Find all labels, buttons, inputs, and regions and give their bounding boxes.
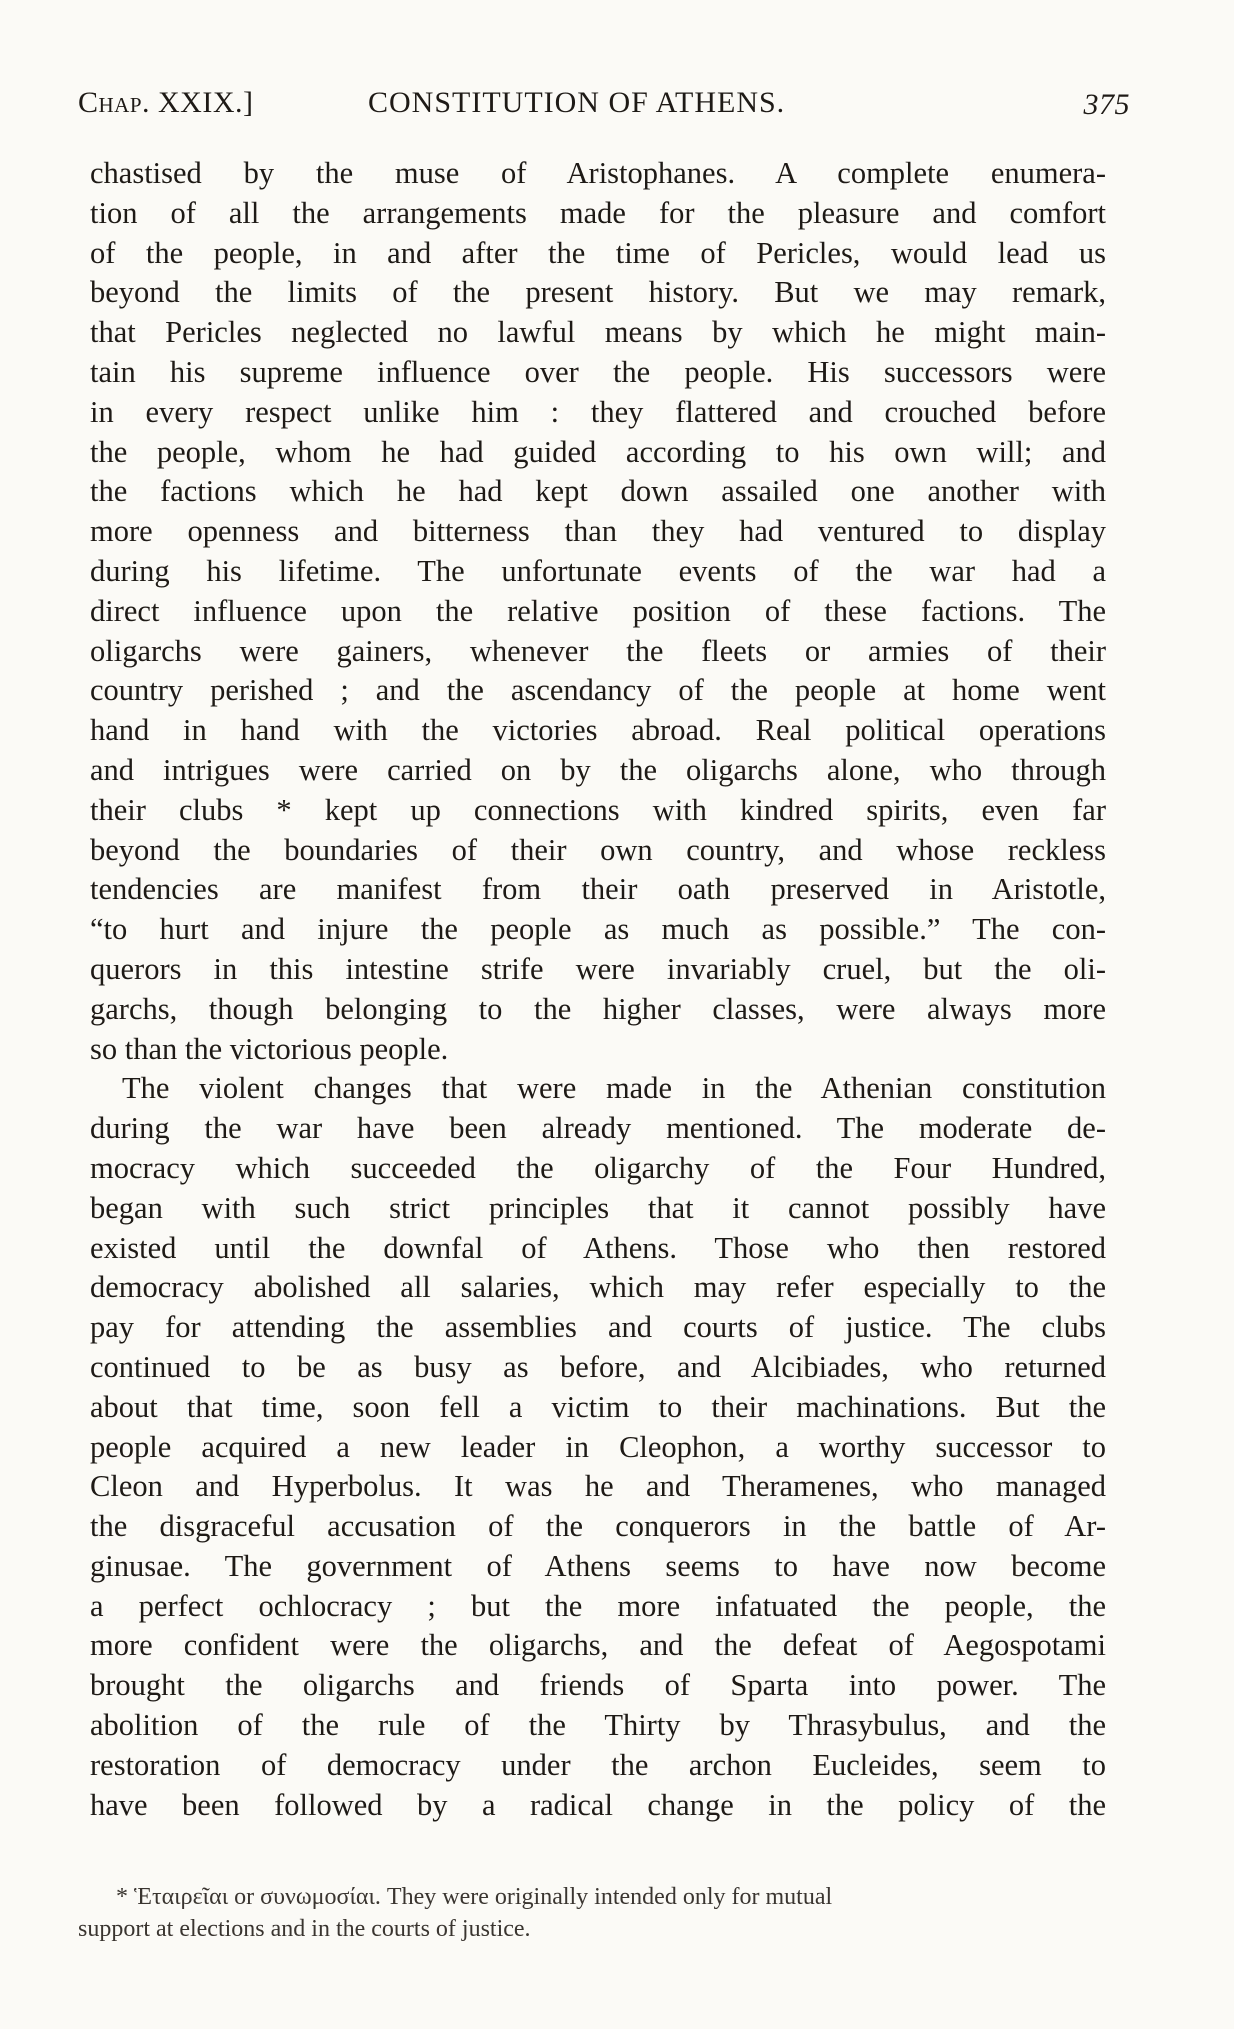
footnote-line: support at elections and in the courts of justice. (78, 1916, 531, 1942)
text-line: existed until the downfal of Athens. Those who then restored (90, 1230, 1106, 1265)
text-line: chastised by the muse of Aristophanes. A complete enumera- (90, 156, 1106, 190)
text-line: querors in this intestine strife were invariably cruel, but the oli- (90, 951, 1106, 986)
chapter-label: Chap. XXIX.] (78, 86, 254, 119)
text-line: a perfect ochlocracy ; but the more infatuated the people, the (90, 1588, 1106, 1623)
text-line: their clubs * kept up connections with kindred spirits, even far (90, 792, 1106, 827)
text-line: “to hurt and injure the people as much as possible.” The con- (90, 912, 1106, 947)
text-line: tain his supreme influence over the people. His successors were (90, 354, 1106, 389)
text-line: continued to be as busy as before, and Alcibiades, who returned (90, 1349, 1106, 1384)
text-line: beyond the limits of the present history. But we may remark, (90, 275, 1106, 310)
text-line: that Pericles neglected no lawful means by which he might main- (90, 315, 1106, 350)
text-line: restoration of democracy under the archon Eucleides, seem to (90, 1747, 1106, 1782)
text-line: have been followed by a radical change in the policy of the (90, 1787, 1106, 1822)
body-text (90, 154, 1106, 1825)
text-line: more confident were the oligarchs, and the defeat of Aegospotami (90, 1628, 1106, 1663)
text-line: of the people, in and after the time of Pericles, would lead us (90, 235, 1106, 270)
text-line: hand in hand with the victories abroad. Real political operations (90, 713, 1106, 748)
text-line: the people, whom he had guided according to his own will; and (90, 434, 1106, 469)
text-line: tendencies are manifest from their oath preserved in Aristotle, (90, 872, 1106, 907)
text-line: Cleon and Hyperbolus. It was he and Theramenes, who managed (90, 1469, 1106, 1504)
text-line: the factions which he had kept down assailed one another with (90, 474, 1106, 509)
text-line: garchs, though belonging to the higher classes, were always more (90, 991, 1106, 1026)
text-line: tion of all the arrangements made for the pleasure and comfort (90, 195, 1106, 230)
text-line: country perished ; and the ascendancy of the people at home went (90, 673, 1106, 708)
text-line: began with such strict principles that it cannot possibly have (90, 1190, 1106, 1225)
running-header (78, 78, 1130, 126)
text-line: and intrigues were carried on by the oligarchs alone, who through (90, 752, 1106, 787)
text-line: brought the oligarchs and friends of Sparta into power. The (90, 1668, 1106, 1703)
text-line: about that time, soon fell a victim to their machinations. But the (90, 1389, 1106, 1424)
footnote-line: * Ἑταιρεῖαι or συνωμοσίαι. They were originally intended only for mutual (116, 1884, 833, 1910)
footnote (78, 1881, 1118, 1945)
text-line: abolition of the rule of the Thirty by Thrasybulus, and the (90, 1708, 1106, 1743)
running-title: CONSTITUTION OF ATHENS. (368, 86, 786, 119)
text-line: the disgraceful accusation of the conquerors in the battle of Ar- (90, 1509, 1106, 1544)
text-line: direct influence upon the relative position of these factions. The (90, 593, 1106, 628)
paragraph-end-line: so than the victorious people. (90, 1031, 449, 1066)
text-line: oligarchs were gainers, whenever the fleets or armies of their (90, 633, 1106, 668)
text-line: in every respect unlike him : they flattered and crouched before (90, 394, 1106, 429)
paragraph-start-line: The violent changes that were made in the Athenian constitution (122, 1071, 1106, 1106)
text-line: mocracy which succeeded the oligarchy of the Four Hundred, (90, 1150, 1106, 1185)
text-line: during his lifetime. The unfortunate events of the war had a (90, 553, 1106, 588)
text-line: people acquired a new leader in Cleophon, a worthy successor to (90, 1429, 1106, 1464)
text-line: pay for attending the assemblies and courts of justice. The clubs (90, 1310, 1106, 1345)
text-line: beyond the boundaries of their own country, and whose reckless (90, 832, 1106, 867)
text-line: during the war have been already mentioned. The moderate de- (90, 1111, 1106, 1146)
page-number: 375 (1083, 88, 1130, 121)
text-line: democracy abolished all salaries, which may refer especially to the (90, 1270, 1106, 1305)
text-line: ginusae. The government of Athens seems to have now become (90, 1548, 1106, 1583)
text-line: more openness and bitterness than they had ventured to display (90, 514, 1106, 549)
